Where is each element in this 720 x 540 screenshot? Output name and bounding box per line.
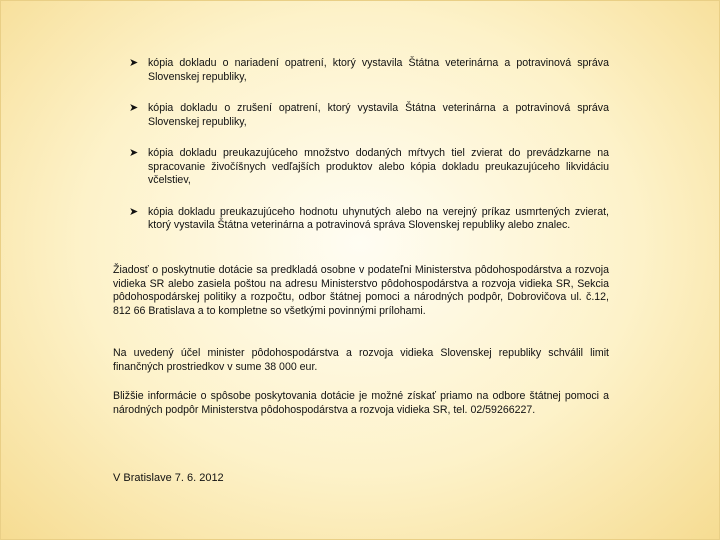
arrowhead-bullet-icon: ➤ bbox=[129, 57, 139, 69]
bullet-text: kópia dokladu o zrušení opatrení, ktorý vystavila Štátna veterinárna a potravinová správa Slovenskej republiky, bbox=[148, 102, 609, 128]
bullet-text: kópia dokladu preukazujúceho množstvo dodaných mŕtvych tiel zvierat do prevádzkarne na spracovanie živočíšnych vedľajších produktov alebo kópia dokladu preukazujúceho likvidáciu včelstiev, bbox=[148, 147, 609, 186]
arrowhead-bullet-icon: ➤ bbox=[129, 102, 139, 114]
contact-info-paragraph: Bližšie informácie o spôsobe poskytovania dotácie je možné získať priamo na odbore štátnej pomoci a národných podpôr Ministerstva pôdohospodárstva a rozvoja vidieka SR, tel. 02/59266227. bbox=[113, 390, 609, 416]
bullet-text: kópia dokladu o nariadení opatrení, ktorý vystavila Štátna veterinárna a potravinová správa Slovenskej republiky, bbox=[148, 57, 609, 83]
funding-limit-paragraph: Na uvedený účel minister pôdohospodárstva a rozvoja vidieka Slovenskej republiky schválil limit finančných prostriedkov v sume 38 000 eur. bbox=[113, 347, 609, 373]
arrowhead-bullet-icon: ➤ bbox=[129, 147, 139, 159]
arrowhead-bullet-icon: ➤ bbox=[129, 205, 139, 218]
bullet-item bbox=[129, 147, 609, 188]
date-line: V Bratislave 7. 6. 2012 bbox=[113, 472, 224, 484]
bullet-item bbox=[129, 206, 609, 233]
bullet-text: kópia dokladu preukazujúceho hodnotu uhynutých alebo na verejný príkaz usmrtených zvierat, ktorý vystavila Štátna veterinárna a potravinová správa Slovenskej republiky alebo znalec. bbox=[148, 205, 609, 231]
attachments-bullet-list bbox=[129, 57, 609, 233]
submission-paragraph: Žiadosť o poskytnutie dotácie sa predkladá osobne v podateľni Ministerstva pôdohospodárstva a rozvoja vidieka SR alebo zasiela poštou na adresu Ministerstvo pôdohospodárstva a rozvoja vidieka SR, Sekcia pôdohospodárskej politiky a rozpočtu, odbor štátnej pomoci a národných podpôr, Dobrovičova ul. č.12, 812 66 Bratislava a to kompletne so všetkými povinnými prílohami. bbox=[113, 264, 609, 317]
bullet-item bbox=[129, 102, 609, 129]
bullet-item bbox=[129, 57, 609, 84]
